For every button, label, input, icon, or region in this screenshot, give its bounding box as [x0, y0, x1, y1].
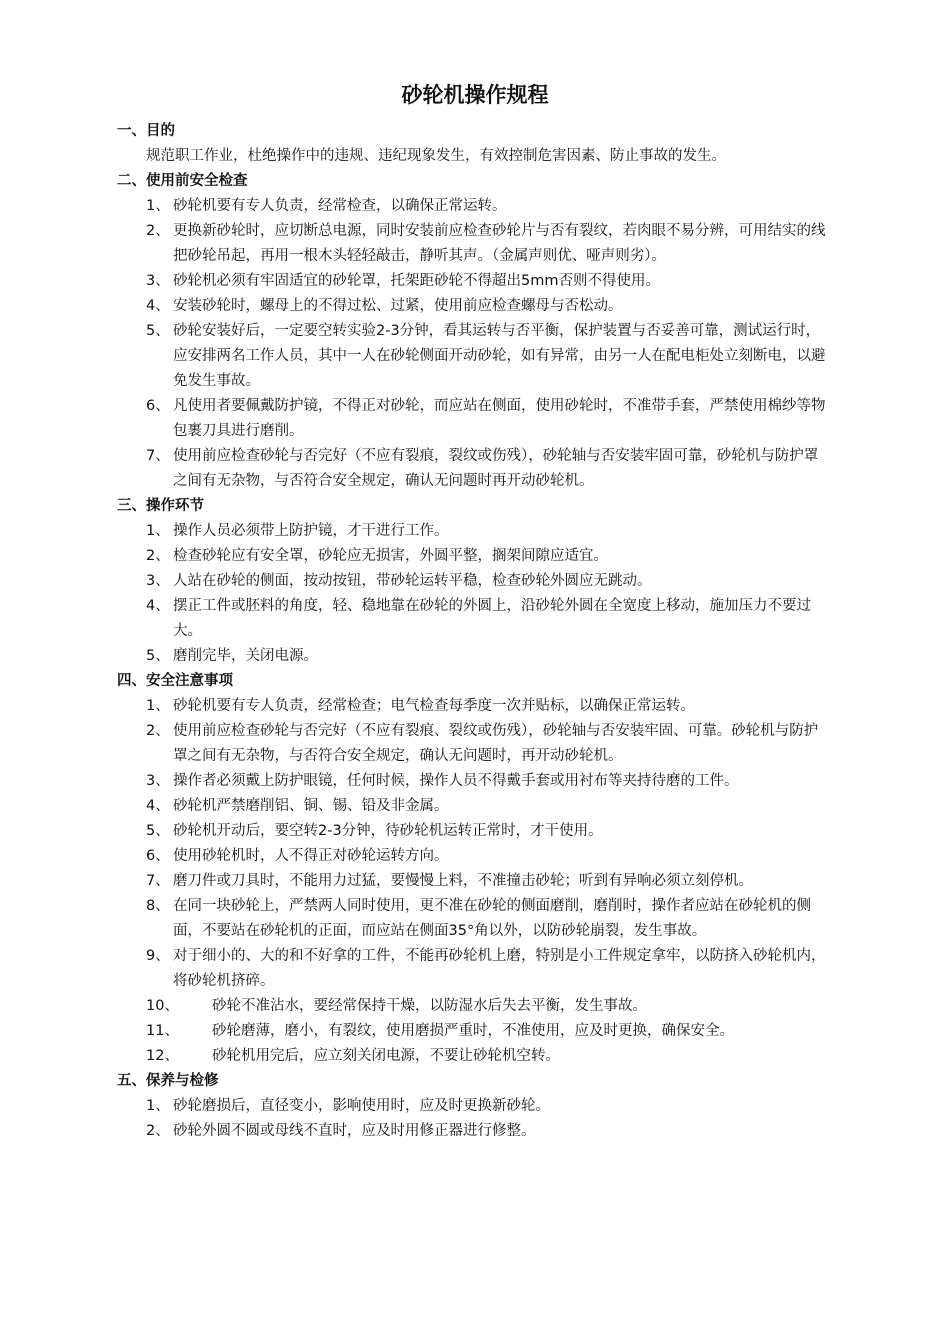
list-item	[117, 794, 827, 819]
section-heading: 四、安全注意事项	[117, 673, 233, 689]
list-item-number: 11、	[146, 1023, 179, 1039]
list-item-text: 在同一块砂轮上，严禁两人同时使用，更不准在砂轮的侧面磨削，磨削时，操作者应站在砂轮机的侧面，不要站在砂轮机的正面，而应站在侧面35°角以外，以防砂轮崩裂，发生事故。	[173, 898, 811, 939]
list-item-number: 7、	[146, 448, 170, 464]
list-item-number: 1、	[146, 198, 170, 214]
list-item	[117, 219, 827, 269]
list-item-text: 使用前应检查砂轮与否完好（不应有裂痕，裂纹或伤残），砂轮轴与否安装牢固可靠，砂轮机与防护罩之间有无杂物，与否符合安全规定，确认无问题时再开动砂轮机。	[173, 448, 819, 489]
list-item-text: 检查砂轮应有安全罩，砂轮应无损害，外圆平整，搁架间隙应适宜。	[173, 548, 608, 564]
list-item-text: 砂轮机严禁磨削铝、铜、锡、铅及非金属。	[173, 798, 449, 814]
list-item-text: 使用前应检查砂轮与否完好（不应有裂痕、裂纹或伤残），砂轮轴与否安装牢固、可靠。砂轮机与防护罩之间有无杂物，与否符合安全规定，确认无问题时，再开动砂轮机。	[173, 723, 819, 764]
section-heading: 三、操作环节	[117, 498, 204, 514]
list-item-number: 10、	[146, 998, 179, 1014]
list-item-text: 凡使用者要佩戴防护镜，不得正对砂轮，而应站在侧面，使用砂轮时，不准带手套，严禁使用棉纱等物包裹刀具进行磨削。	[173, 398, 826, 439]
list-item	[117, 944, 827, 994]
list-item-text: 砂轮磨损后，直径变小，影响使用时，应及时更换新砂轮。	[173, 1098, 550, 1114]
list-item	[117, 394, 827, 444]
list-item	[117, 569, 827, 594]
document-body	[117, 119, 827, 1144]
list-item-number: 2、	[146, 1123, 170, 1139]
list-item-number: 1、	[146, 523, 170, 539]
list-item-text: 砂轮机开动后，要空转2-3分钟，待砂轮机运转正常时，才干使用。	[173, 823, 603, 839]
list-item-text: 操作人员必须带上防护镜，才干进行工作。	[173, 523, 449, 539]
list-item-number: 2、	[146, 223, 170, 239]
list-item	[117, 844, 827, 869]
list-item-number: 6、	[146, 848, 170, 864]
list-item-number: 4、	[146, 798, 170, 814]
list-item-number: 4、	[146, 298, 170, 314]
list-item	[117, 444, 827, 494]
list-item-text: 砂轮机要有专人负责，经常检查；电气检查每季度一次并贴标，以确保正常运转。	[173, 698, 695, 714]
list-item	[117, 1119, 827, 1144]
list-item	[117, 1044, 827, 1069]
section-heading: 一、目的	[117, 123, 175, 139]
list-item-text: 磨削完毕，关闭电源。	[173, 648, 318, 664]
list-item-text: 安装砂轮时，螺母上的不得过松、过紧，使用前应检查螺母与否松动。	[173, 298, 623, 314]
list-item-text: 对于细小的、大的和不好拿的工件，不能再砂轮机上磨，特别是小工件规定拿牢，以防挤入砂轮机内，将砂轮机挤碎。	[173, 948, 826, 989]
numbered-list	[117, 694, 827, 1069]
list-item	[117, 894, 827, 944]
section-heading: 五、保养与检修	[117, 1073, 219, 1089]
section-paragraph: 规范职工作业，杜绝操作中的违规、违纪现象发生，有效控制危害因素、防止事故的发生。	[146, 148, 726, 164]
list-item	[117, 1094, 827, 1119]
list-item-number: 3、	[146, 773, 170, 789]
list-item-number: 12、	[146, 1048, 179, 1064]
list-item	[117, 194, 827, 219]
list-item	[117, 319, 827, 394]
list-item-number: 2、	[146, 723, 170, 739]
list-item-number: 4、	[146, 598, 170, 614]
list-item-text: 使用砂轮机时，人不得正对砂轮运转方向。	[173, 848, 449, 864]
list-item	[117, 869, 827, 894]
list-item-number: 1、	[146, 1098, 170, 1114]
list-item	[117, 294, 827, 319]
list-item	[117, 269, 827, 294]
list-item-text: 砂轮机要有专人负责，经常检查，以确保正常运转。	[173, 198, 507, 214]
list-item	[117, 994, 827, 1019]
section-heading: 二、使用前安全检查	[117, 173, 248, 189]
list-item-text: 砂轮安装好后，一定要空转实验2-3分钟，看其运转与否平衡，保护装置与否妥善可靠，测试运行时，应安排两名工作人员，其中一人在砂轮侧面开动砂轮，如有异常，由另一人在配电柜处立刻断电，以避免发生事故。	[173, 323, 826, 389]
list-item	[117, 519, 827, 544]
list-item-number: 7、	[146, 873, 170, 889]
list-item-text: 砂轮外圆不圆或母线不直时，应及时用修正器进行修整。	[173, 1123, 536, 1139]
list-item	[117, 544, 827, 569]
list-item-number: 3、	[146, 273, 170, 289]
list-item	[117, 594, 827, 644]
list-item-text: 砂轮磨薄，磨小，有裂纹，使用磨损严重时，不准使用，应及时更换，确保安全。	[212, 1023, 734, 1039]
list-item-number: 9、	[146, 948, 170, 964]
list-item	[117, 769, 827, 794]
list-item-text: 砂轮机用完后，应立刻关闭电源，不要让砂轮机空转。	[212, 1048, 560, 1064]
list-item	[117, 644, 827, 669]
list-item	[117, 694, 827, 719]
numbered-list	[117, 519, 827, 669]
list-item-number: 2、	[146, 548, 170, 564]
list-item-number: 1、	[146, 698, 170, 714]
list-item-number: 6、	[146, 398, 170, 414]
list-item-text: 操作者必须戴上防护眼镜，任何时候，操作人员不得戴手套或用衬布等夹持待磨的工件。	[173, 773, 739, 789]
list-item-number: 8、	[146, 898, 170, 914]
list-item-text: 人站在砂轮的侧面，按动按钮，带砂轮运转平稳，检查砂轮外圆应无跳动。	[173, 573, 652, 589]
list-item-text: 摆正工件或胚料的角度，轻、稳地靠在砂轮的外圆上，沿砂轮外圆在全宽度上移动，施加压力不要过大。	[173, 598, 811, 639]
list-item-number: 5、	[146, 323, 170, 339]
list-item	[117, 1019, 827, 1044]
numbered-list	[117, 194, 827, 494]
list-item-number: 5、	[146, 648, 170, 664]
list-item	[117, 719, 827, 769]
list-item-text: 更换新砂轮时，应切断总电源，同时安装前应检查砂轮片与否有裂纹，若肉眼不易分辨，可用结实的线把砂轮吊起，再用一根木头轻轻敲击，静听其声。（金属声则优、哑声则劣）。	[173, 223, 826, 264]
numbered-list	[117, 1094, 827, 1144]
document-title: 砂轮机操作规程	[401, 83, 549, 107]
list-item	[117, 819, 827, 844]
list-item-number: 3、	[146, 573, 170, 589]
list-item-text: 砂轮不准沾水，要经常保持干燥，以防湿水后失去平衡，发生事故。	[212, 998, 647, 1014]
list-item-text: 砂轮机必须有牢固适宜的砂轮罩，托架距砂轮不得超出5mm否则不得使用。	[173, 273, 660, 289]
list-item-text: 磨刀件或刀具时，不能用力过猛，要慢慢上料，不准撞击砂轮；听到有异响必须立刻停机。	[173, 873, 753, 889]
list-item-number: 5、	[146, 823, 170, 839]
